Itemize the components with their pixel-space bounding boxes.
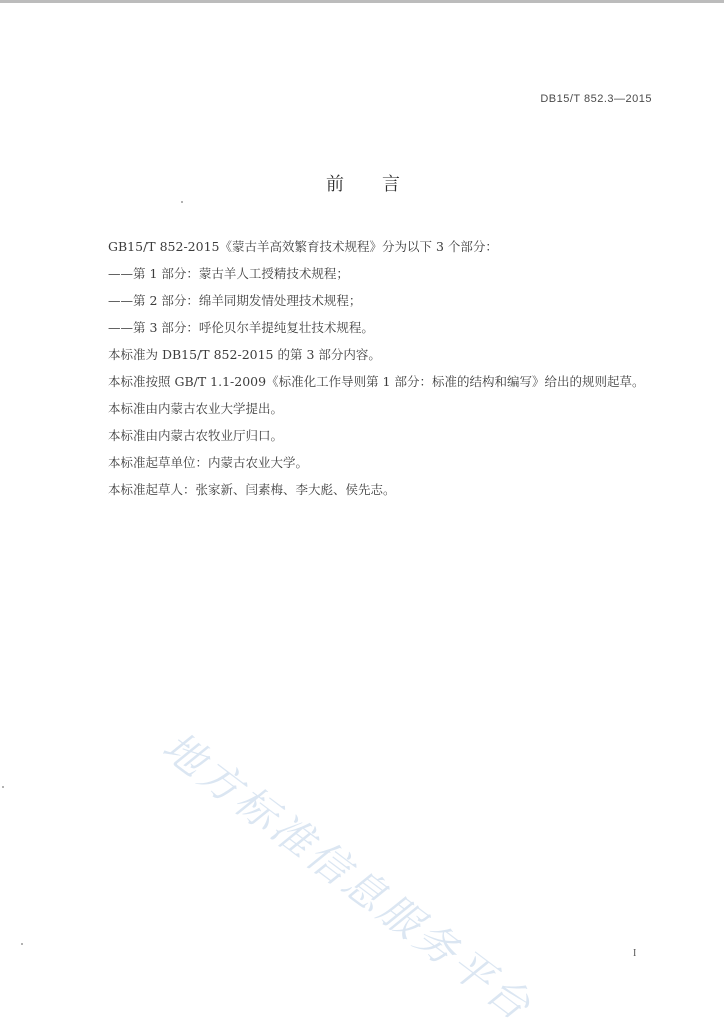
scan-speck	[181, 201, 183, 203]
body-line-10: 本标准起草人：张家新、闫素梅、李大彪、侯先志。	[108, 482, 396, 497]
body-line-8: 本标准由内蒙古农牧业厅归口。	[108, 428, 284, 443]
page-number: I	[633, 948, 637, 959]
scan-speck	[2, 786, 4, 788]
page-title: 前言	[326, 174, 438, 195]
body-line-6: 本标准按照 GB/T 1.1-2009《标准化工作导则第 1 部分：标准的结构和编写》给出的规则起草。	[108, 374, 645, 389]
body-line-7: 本标准由内蒙古农业大学提出。	[108, 401, 284, 416]
scan-speck	[21, 943, 23, 945]
watermark-text: 地方标准信息服务平台	[153, 722, 542, 1032]
body-line-2: ——第 1 部分：蒙古羊人工授精技术规程；	[108, 266, 349, 281]
body-line-9: 本标准起草单位：内蒙古农业大学。	[108, 455, 309, 470]
body-line-3: ——第 2 部分：绵羊同期发情处理技术规程；	[108, 293, 362, 308]
document-code: DB15/T 852.3—2015	[540, 93, 652, 105]
body-line-5: 本标准为 DB15/T 852-2015 的第 3 部分内容。	[108, 347, 381, 362]
body-line-1: GB15/T 852-2015《蒙古羊高效繁育技术规程》分为以下 3 个部分：	[108, 239, 498, 254]
preface-body	[108, 233, 648, 503]
top-scan-border	[0, 0, 724, 3]
body-line-4: ——第 3 部分：呼伦贝尔羊提纯复壮技术规程。	[108, 320, 374, 335]
